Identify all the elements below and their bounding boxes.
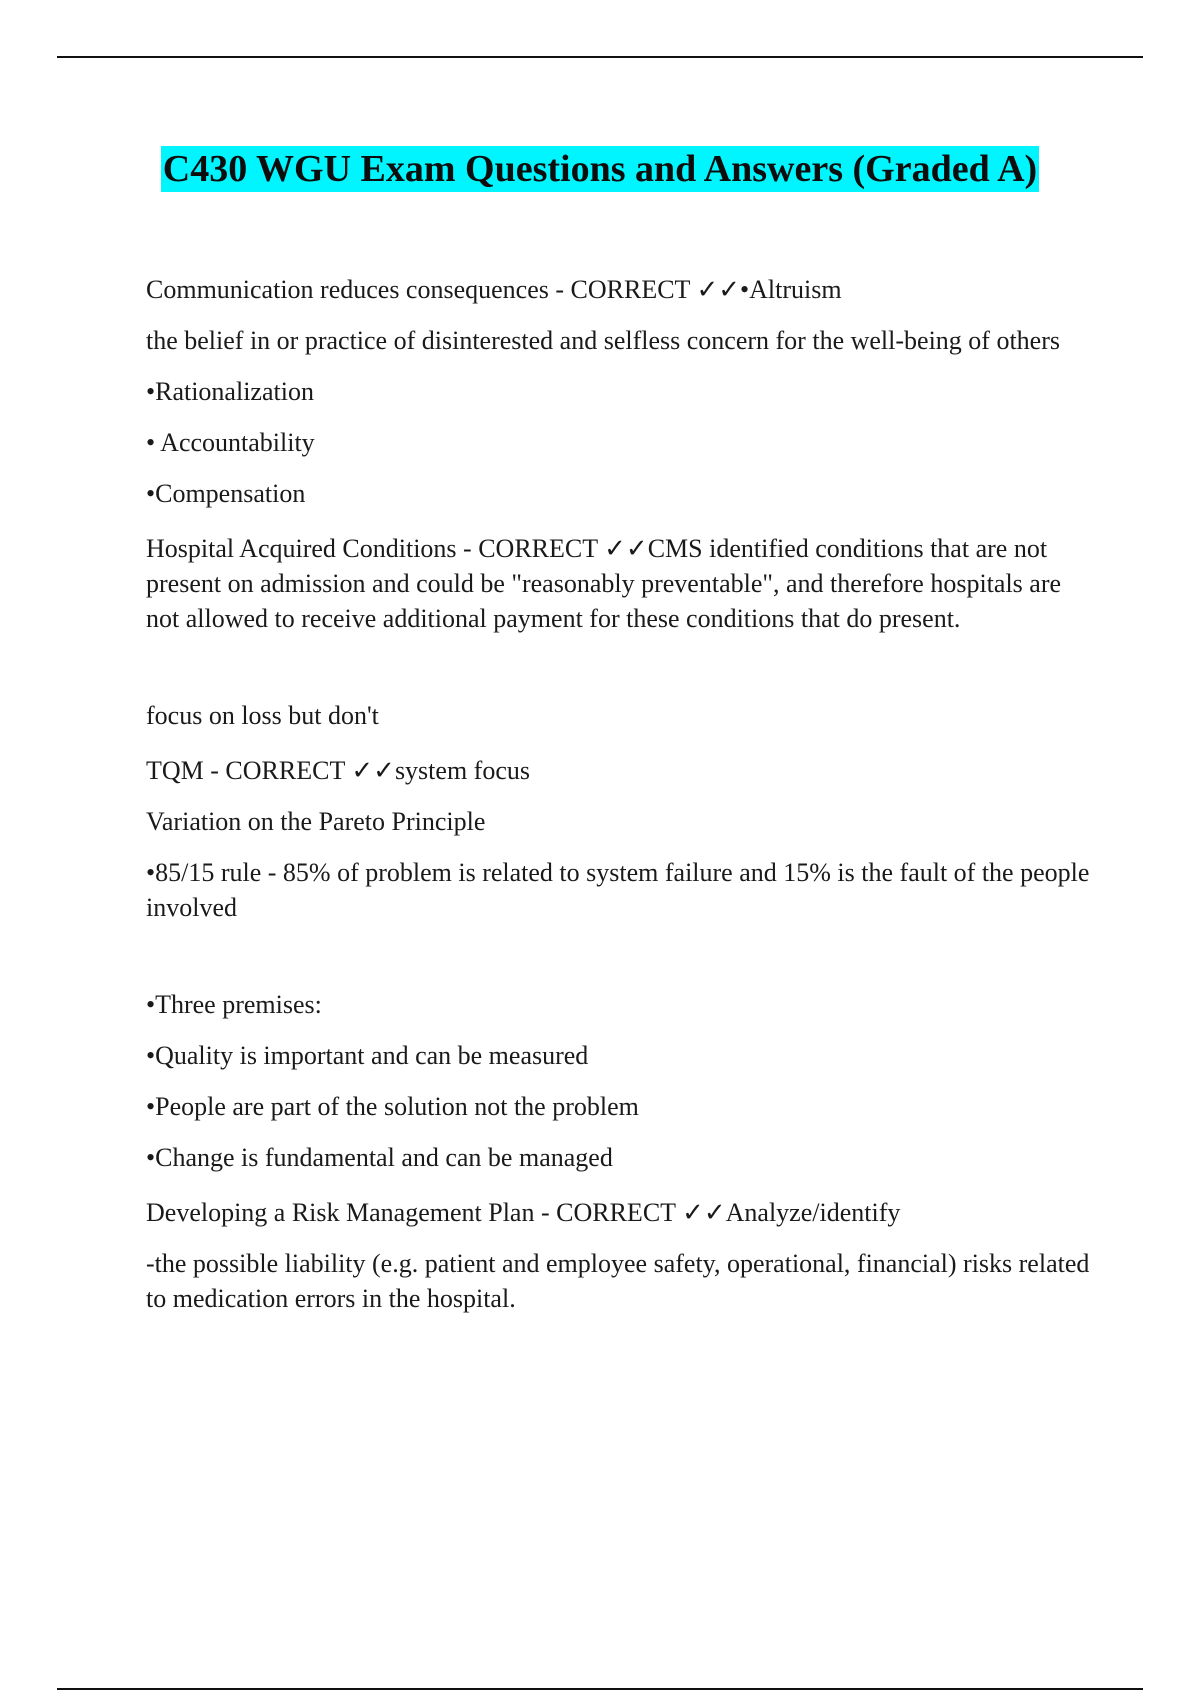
list-item-quality: •Quality is important and can be measured (146, 1041, 589, 1070)
list-item-change: •Change is fundamental and can be managed (146, 1143, 613, 1172)
paragraph-hospital-acquired: Hospital Acquired Conditions - CORRECT ✓✓CMS identified conditions that are not present on admission and could be "reasonably preventable", and therefore hospitals are not allowed to receive additional payment for these conditions that do present. (146, 534, 1062, 633)
paragraph-2: the belief in or practice of disinterested and selfless concern for the well-being of others (146, 326, 1060, 355)
page-title: C430 WGU Exam Questions and Answers (Graded A) (162, 148, 1038, 190)
list-item-rationalization: •Rationalization (146, 377, 314, 406)
paragraph-risk-management: Developing a Risk Management Plan - CORRECT ✓✓Analyze/identify (146, 1198, 901, 1227)
list-item-people: •People are part of the solution not the problem (146, 1092, 639, 1121)
list-item-compensation: •Compensation (146, 479, 306, 508)
paragraph-85-15-rule: •85/15 rule - 85% of problem is related to system failure and 15% is the fault of the people involved (146, 858, 1090, 922)
paragraph-liability: -the possible liability (e.g. patient and employee safety, operational, financial) risks related to medication errors in the hospital. (146, 1249, 1090, 1313)
bottom-rule (57, 1688, 1143, 1690)
paragraph-1: Communication reduces consequences - CORRECT ✓✓•Altruism (146, 275, 842, 304)
paragraph-tqm: TQM - CORRECT ✓✓system focus (146, 756, 530, 785)
list-item-accountability: • Accountability (146, 428, 315, 457)
paragraph-pareto: Variation on the Pareto Principle (146, 807, 486, 836)
top-rule (57, 56, 1143, 58)
paragraph-focus-on-loss: focus on loss but don't (146, 701, 379, 730)
list-item-three-premises: •Three premises: (146, 990, 322, 1019)
document-body (146, 272, 1096, 1316)
title-container (0, 146, 1200, 192)
